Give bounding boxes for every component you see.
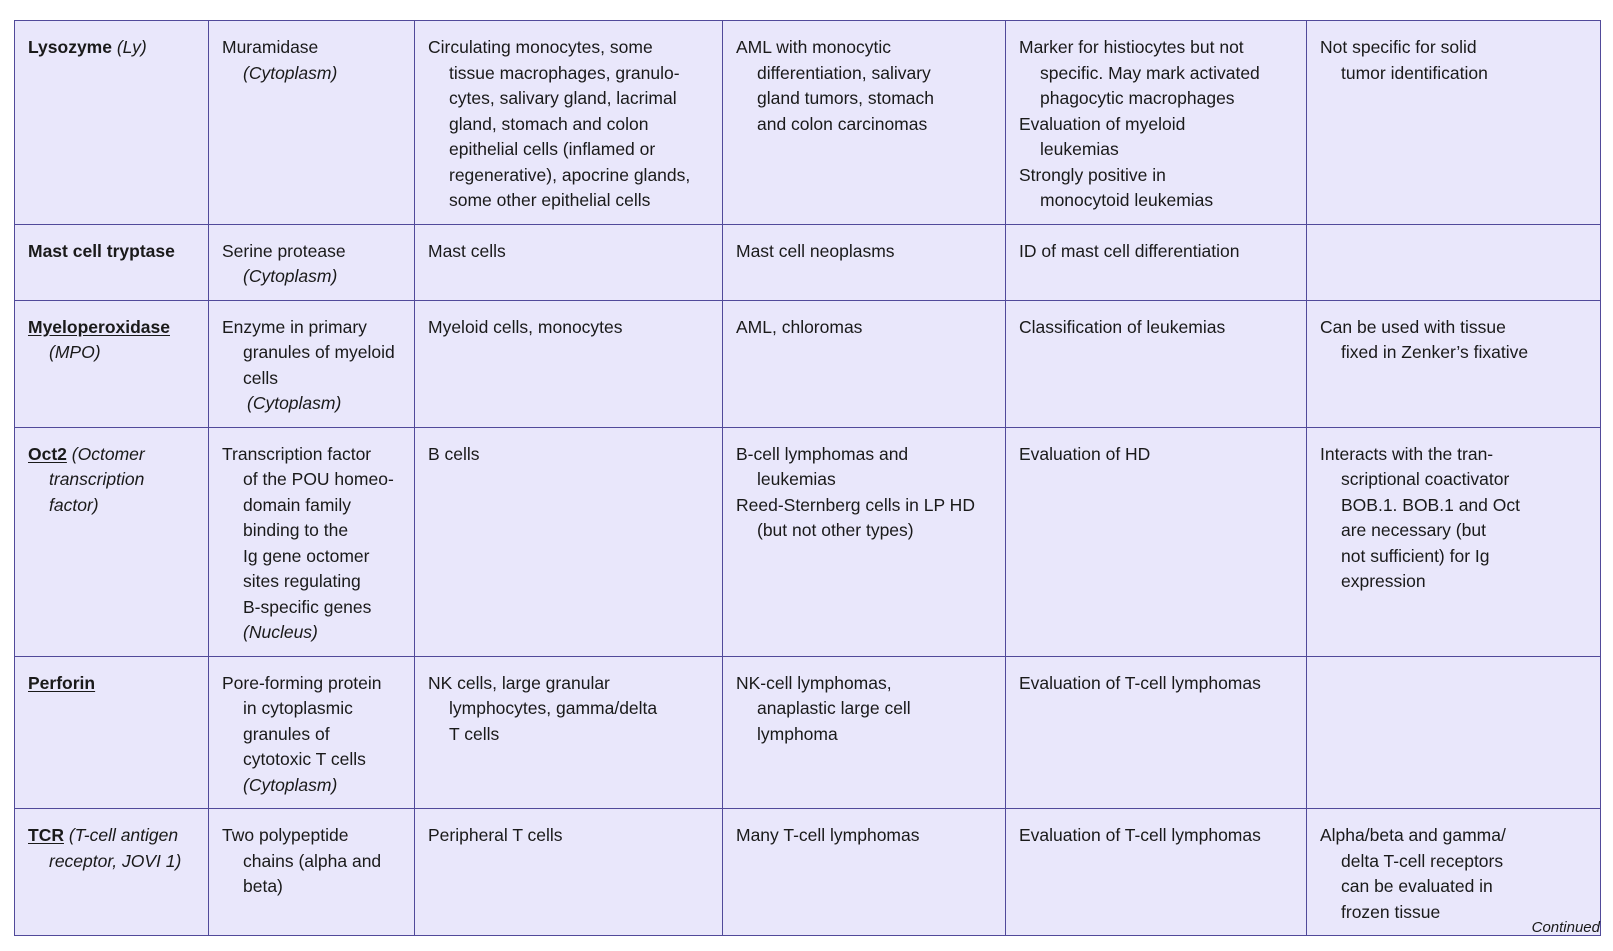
- table-row: [15, 809, 1601, 936]
- cell-text-line: Peripheral T cells: [428, 825, 563, 845]
- neoplasm-cell: [723, 809, 1006, 936]
- normal-tissue-cell: [415, 427, 723, 656]
- use-cell: [1006, 427, 1307, 656]
- marker-alias: (Octomer: [71, 443, 145, 464]
- marker-name: Lysozyme: [28, 37, 112, 57]
- marker-cell: [15, 427, 209, 656]
- cell-text-line: Pore-forming protein: [222, 672, 382, 693]
- marker-line: [28, 671, 200, 697]
- cell-text-line: Serine protease: [222, 240, 346, 261]
- use-cell: [1006, 809, 1307, 936]
- table-row: [15, 427, 1601, 656]
- continued-note: Continued: [1531, 919, 1600, 936]
- normal-tissue-cell: [415, 224, 723, 300]
- cell-text-line: Marker for histiocytes but not: [1019, 37, 1244, 57]
- composition-cell: [209, 809, 415, 936]
- cell-text-line: Two polypeptide: [222, 825, 349, 845]
- cell-text-line: Circulating monocytes, some: [428, 37, 653, 57]
- composition-cell: [209, 224, 415, 300]
- cell-text-line: beta): [243, 876, 283, 896]
- notes-cell: [1307, 656, 1601, 809]
- cell-text-line: NK-cell lymphomas,: [736, 672, 892, 693]
- cell-text-line: (Cytoplasm): [243, 62, 338, 83]
- neoplasm-cell: [723, 427, 1006, 656]
- cell-text-line: specific. May mark activated: [1040, 62, 1260, 83]
- cell-text-line: chains (alpha and: [243, 850, 382, 871]
- cell-text-line: domain family: [243, 494, 351, 515]
- cell-text-line: monocytoid leukemias: [1040, 190, 1214, 210]
- use-cell: [1006, 224, 1307, 300]
- normal-tissue-cell: [415, 656, 723, 809]
- composition-cell: [209, 656, 415, 809]
- cell-text-line: Interacts with the tran-: [1320, 443, 1494, 464]
- cell-text-line: Mast cells: [428, 240, 506, 261]
- marker-line: [28, 239, 200, 265]
- cell-text-line: (Cytoplasm): [243, 774, 338, 795]
- immunostain-marker-table: [14, 20, 1601, 936]
- cell-text-line: Evaluation of myeloid: [1019, 113, 1186, 134]
- cell-text-line: differentiation, salivary: [757, 62, 931, 83]
- cell-text-line: phagocytic macrophages: [1040, 88, 1235, 108]
- cell-text-line: Many T-cell lymphomas: [736, 825, 920, 845]
- marker-alias-continued: factor): [49, 494, 99, 515]
- cell-text-line: T cells: [449, 723, 500, 744]
- cell-text-line: granules of myeloid: [243, 342, 395, 362]
- composition-cell: [209, 300, 415, 427]
- cell-text-line: frozen tissue: [1341, 901, 1441, 922]
- cell-text-line: in cytoplasmic: [243, 698, 353, 718]
- cell-text-line: can be evaluated in: [1341, 876, 1493, 896]
- cell-text-line: epithelial cells (inflamed or: [449, 139, 656, 159]
- cell-text-line: regenerative), apocrine glands,: [449, 164, 691, 185]
- normal-tissue-cell: [415, 21, 723, 225]
- marker-alias: (T-cell antigen: [68, 825, 179, 845]
- cell-text-line: Alpha/beta and gamma/: [1320, 825, 1506, 845]
- cell-text-line: and colon carcinomas: [757, 113, 928, 134]
- use-cell: [1006, 300, 1307, 427]
- cell-text-line: Transcription factor: [222, 443, 372, 464]
- normal-tissue-cell: [415, 809, 723, 936]
- marker-line: [28, 35, 200, 61]
- cell-text-line: Evaluation of HD: [1019, 443, 1151, 464]
- cell-text-line: (Cytoplasm): [247, 393, 342, 413]
- cell-text-line: (but not other types): [757, 520, 914, 540]
- cell-text-line: AML with monocytic: [736, 37, 891, 57]
- cell-text-line: Ig gene octomer: [243, 545, 370, 566]
- notes-cell: [1307, 224, 1601, 300]
- marker-name: Oct2: [28, 443, 67, 464]
- cell-text-line: BOB.1. BOB.1 and Oct: [1341, 494, 1520, 515]
- cell-text-line: binding to the: [243, 520, 349, 540]
- cell-text-line: Not specific for solid: [1320, 37, 1477, 57]
- use-cell: [1006, 21, 1307, 225]
- marker-cell: [15, 656, 209, 809]
- table-row: [15, 656, 1601, 809]
- cell-text-line: Classification of leukemias: [1019, 316, 1226, 337]
- use-cell: [1006, 656, 1307, 809]
- marker-name: Perforin: [28, 672, 96, 693]
- cell-text-line: Evaluation of T-cell lymphomas: [1019, 825, 1261, 845]
- marker-name: TCR: [28, 825, 64, 845]
- marker-name: Myeloperoxidase: [28, 316, 170, 337]
- marker-line: [28, 823, 200, 849]
- cell-text-line: expression: [1341, 571, 1426, 591]
- cell-text-line: are necessary (but: [1341, 520, 1486, 540]
- marker-alias-continued: (MPO): [49, 342, 101, 362]
- cell-text-line: Muramidase: [222, 37, 319, 57]
- cell-text-line: NK cells, large granular: [428, 672, 610, 693]
- cell-text-line: cytes, salivary gland, lacrimal: [449, 88, 677, 108]
- marker-cell: [15, 21, 209, 225]
- composition-cell: [209, 427, 415, 656]
- cell-text-line: Myeloid cells, monocytes: [428, 316, 623, 337]
- cell-text-line: (Cytoplasm): [243, 266, 338, 286]
- notes-cell: [1307, 809, 1601, 936]
- neoplasm-cell: [723, 224, 1006, 300]
- neoplasm-cell: [723, 21, 1006, 225]
- composition-cell: [209, 21, 415, 225]
- cell-text-line: not sufficient) for Ig: [1341, 545, 1490, 566]
- cell-text-line: sites regulating: [243, 571, 361, 591]
- normal-tissue-cell: [415, 300, 723, 427]
- marker-cell: [15, 224, 209, 300]
- cell-text-line: leukemias: [1040, 139, 1119, 159]
- cell-text-line: gland tumors, stomach: [757, 88, 935, 108]
- notes-cell: [1307, 21, 1601, 225]
- marker-line: [28, 442, 200, 468]
- cell-text-line: leukemias: [757, 469, 836, 489]
- cell-text-line: B cells: [428, 443, 480, 464]
- notes-cell: [1307, 427, 1601, 656]
- table-row: [15, 21, 1601, 225]
- cell-text-line: gland, stomach and colon: [449, 113, 649, 134]
- cell-text-line: cells: [243, 367, 279, 388]
- cell-text-line: fixed in Zenker’s fixative: [1341, 342, 1529, 362]
- cell-text-line: Mast cell neoplasms: [736, 240, 895, 261]
- cell-text-line: Evaluation of T-cell lymphomas: [1019, 672, 1261, 693]
- cell-text-line: of the POU homeo-: [243, 469, 394, 489]
- cell-text-line: B-specific genes: [243, 596, 372, 617]
- cell-text-line: Can be used with tissue: [1320, 316, 1506, 337]
- cell-text-line: ID of mast cell differentiation: [1019, 240, 1240, 261]
- marker-cell: [15, 809, 209, 936]
- marker-name: Mast cell tryptase: [28, 240, 175, 261]
- table-row: [15, 224, 1601, 300]
- cell-text-line: lymphocytes, gamma/delta: [449, 698, 658, 718]
- cell-text-line: some other epithelial cells: [449, 190, 651, 210]
- marker-line: [28, 315, 200, 341]
- notes-cell: [1307, 300, 1601, 427]
- cell-text-line: anaplastic large cell: [757, 698, 911, 718]
- cell-text-line: Reed-Sternberg cells in LP HD: [736, 494, 975, 515]
- cell-text-line: Strongly positive in: [1019, 164, 1166, 185]
- table-body: [15, 21, 1601, 936]
- table-container: [14, 20, 1600, 936]
- cell-text-line: tumor identification: [1341, 62, 1488, 83]
- cell-text-line: AML, chloromas: [736, 316, 863, 337]
- marker-cell: [15, 300, 209, 427]
- cell-text-line: tissue macrophages, granulo-: [449, 62, 680, 83]
- cell-text-line: lymphoma: [757, 723, 838, 744]
- cell-text-line: scriptional coactivator: [1341, 469, 1510, 489]
- neoplasm-cell: [723, 656, 1006, 809]
- marker-alias-continued: transcription: [49, 469, 145, 489]
- cell-text-line: granules of: [243, 723, 330, 744]
- cell-text-line: delta T-cell receptors: [1341, 850, 1504, 871]
- cell-text-line: (Nucleus): [243, 622, 318, 642]
- cell-text-line: B-cell lymphomas and: [736, 443, 909, 464]
- cell-text-line: Enzyme in primary: [222, 316, 367, 337]
- marker-alias-continued: receptor, JOVI 1): [49, 850, 182, 871]
- marker-alias: (Ly): [116, 37, 147, 57]
- table-row: [15, 300, 1601, 427]
- cell-text-line: cytotoxic T cells: [243, 749, 366, 769]
- neoplasm-cell: [723, 300, 1006, 427]
